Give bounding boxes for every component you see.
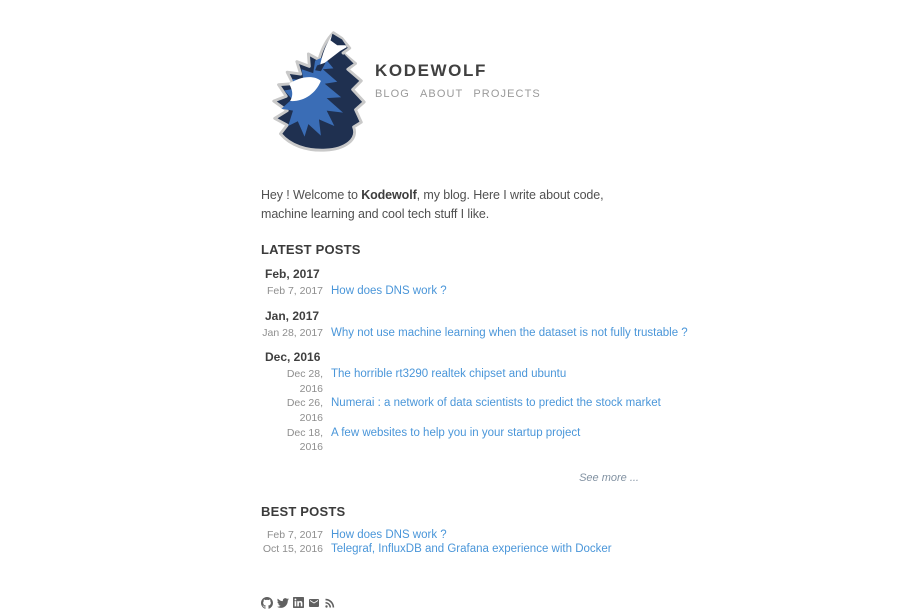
twitter-icon bbox=[277, 597, 289, 609]
post-row bbox=[261, 367, 639, 396]
post-date: Dec 26, 2016 bbox=[286, 397, 323, 424]
rss-icon bbox=[324, 597, 336, 609]
post-date: Dec 18, 2016 bbox=[286, 426, 323, 454]
post-title-link[interactable]: Telegraf, InfluxDB and Grafana experience with Docker bbox=[331, 543, 612, 556]
nav-link-about[interactable]: ABOUT bbox=[419, 88, 464, 100]
page bbox=[261, 0, 688, 609]
month-label: Jan, 2017 bbox=[265, 308, 320, 323]
nav-link-blog[interactable]: BLOG bbox=[375, 88, 410, 100]
month-label: Dec, 2016 bbox=[265, 350, 321, 365]
email-link[interactable] bbox=[308, 597, 320, 609]
kodewolf-wolf-logo bbox=[264, 26, 372, 153]
post-date: Dec 28, 2016 bbox=[286, 368, 323, 395]
month-group-dec-2016 bbox=[261, 350, 661, 455]
latest-posts-heading: LATEST POSTS bbox=[261, 242, 361, 257]
post-list bbox=[261, 367, 661, 455]
linkedin-icon bbox=[293, 597, 304, 608]
post-list bbox=[261, 284, 639, 299]
site-title: KODEWOLF bbox=[375, 61, 487, 80]
nav-link-projects[interactable]: PROJECTS bbox=[473, 88, 541, 100]
post-row bbox=[261, 528, 639, 543]
github-link[interactable] bbox=[261, 597, 273, 609]
post-date: Feb 7, 2017 bbox=[266, 285, 323, 297]
post-row bbox=[261, 396, 661, 425]
post-title-link[interactable]: The horrible rt3290 realtek chipset and ubuntu bbox=[331, 368, 567, 381]
main-nav bbox=[375, 88, 551, 100]
post-date: Jan 28, 2017 bbox=[262, 326, 323, 339]
post-list bbox=[261, 326, 688, 341]
email-icon bbox=[308, 597, 320, 609]
best-posts-heading: BEST POSTS bbox=[261, 503, 346, 519]
twitter-link[interactable] bbox=[277, 597, 289, 609]
intro-bold-kodewolf: Kodewolf bbox=[361, 188, 417, 202]
month-group-feb-2017 bbox=[261, 267, 639, 299]
rss-link[interactable] bbox=[324, 597, 336, 609]
see-more-row bbox=[261, 468, 639, 486]
post-date: Feb 7, 2017 bbox=[266, 528, 323, 541]
month-group-jan-2017 bbox=[261, 308, 688, 341]
post-title-link[interactable]: Numerai : a network of data scientists to predict the stock market bbox=[331, 397, 661, 410]
brand-block bbox=[375, 61, 551, 100]
best-post-list bbox=[261, 528, 639, 557]
post-row bbox=[261, 542, 639, 557]
see-more-link[interactable]: See more ... bbox=[579, 471, 639, 484]
intro-paragraph bbox=[261, 186, 639, 224]
linkedin-link[interactable] bbox=[293, 597, 304, 608]
post-row bbox=[261, 426, 639, 455]
footer-social-bar bbox=[261, 597, 639, 609]
post-row bbox=[261, 326, 688, 341]
post-title-link[interactable]: How does DNS work ? bbox=[331, 528, 447, 541]
post-row bbox=[261, 284, 639, 299]
github-icon bbox=[261, 597, 273, 609]
month-label: Feb, 2017 bbox=[265, 267, 320, 281]
post-title-link[interactable]: A few websites to help you in your startup project bbox=[331, 426, 581, 439]
post-title-link[interactable]: How does DNS work ? bbox=[331, 285, 447, 297]
intro-text-start: Hey ! Welcome to bbox=[261, 188, 362, 202]
intro-text-end: , my blog. Here I write about code, machine learning and cool tech stuff I like. bbox=[261, 188, 604, 221]
header bbox=[261, 26, 639, 153]
post-date: Oct 15, 2016 bbox=[262, 543, 323, 556]
post-title-link[interactable]: Why not use machine learning when the dataset is not fully trustable ? bbox=[331, 326, 688, 339]
